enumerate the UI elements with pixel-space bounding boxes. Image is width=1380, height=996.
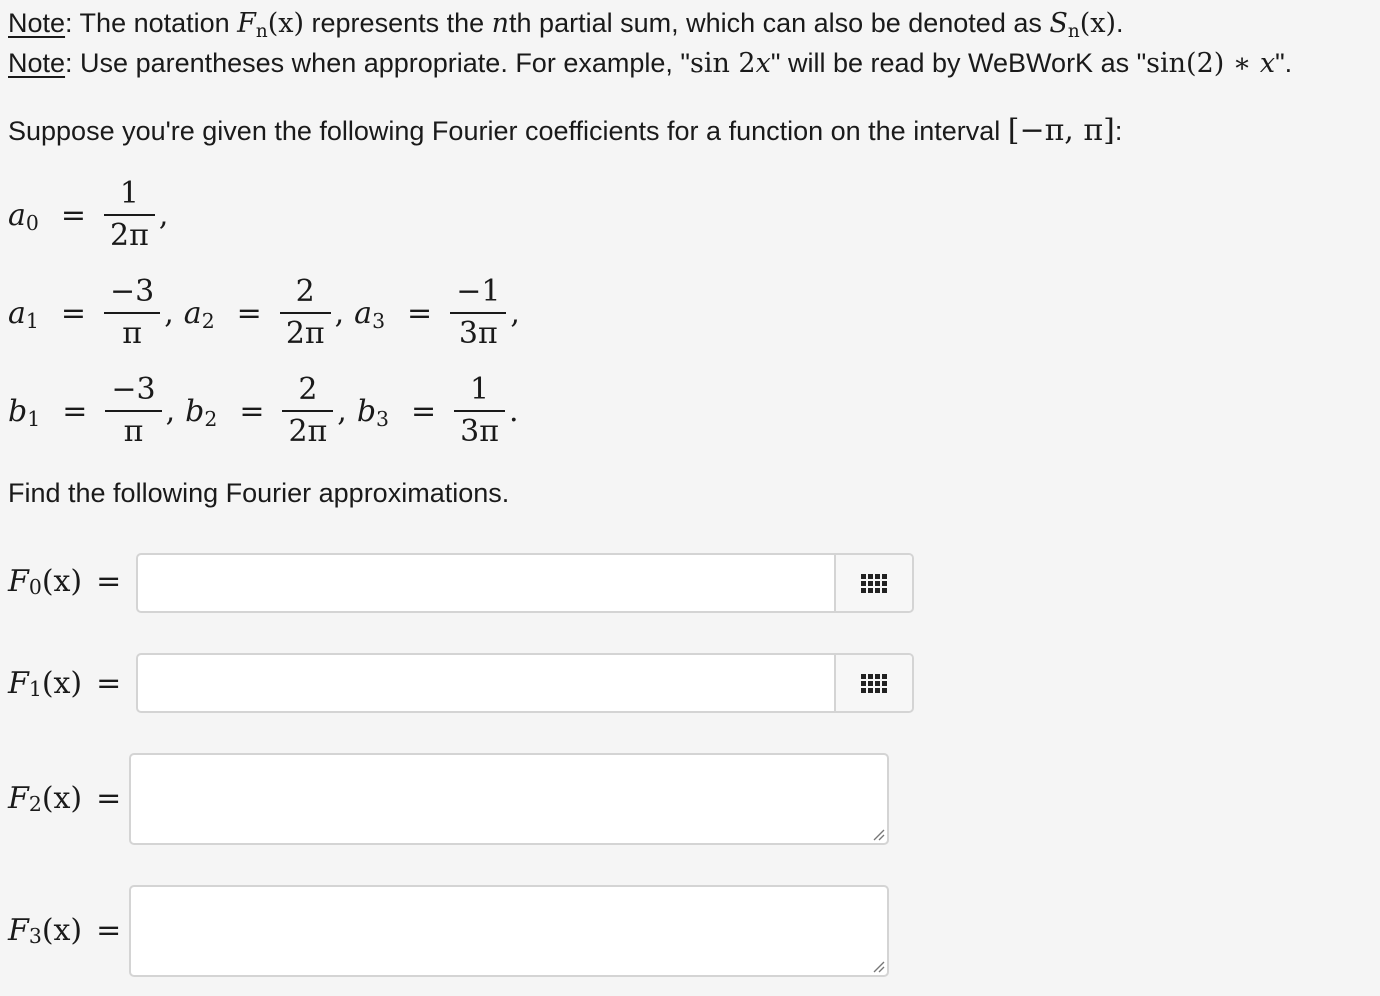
note-1-n-sub: n (255, 21, 268, 43)
coef-a0 (8, 174, 178, 256)
note-2-end: ". (1275, 48, 1293, 78)
resize-handle-icon[interactable] (871, 827, 885, 841)
coef-row-a (8, 272, 530, 354)
equals-sign: = (60, 295, 87, 331)
note-line-1 (8, 6, 1124, 44)
coef-a0-fraction: $\frac{1}{2\pi}$ (104, 174, 155, 256)
note-2-x: x (755, 48, 771, 79)
coef-b3-sym: b3 (356, 393, 390, 432)
note-2-sin-paren: sin(2) ∗ (1146, 48, 1260, 79)
answer-textarea-f2[interactable] (131, 755, 887, 843)
note-2-text-a: : Use parentheses when appropriate. For example, " (65, 48, 690, 78)
equals-sign: = (62, 393, 88, 429)
note-1-text-b: represents the (304, 8, 492, 38)
equals-sign: = (236, 295, 262, 331)
note-2-text-b: " will be read by WeBWorK as " (770, 48, 1147, 78)
equals-sign: = (60, 197, 87, 233)
answer-input-f0[interactable] (138, 555, 838, 611)
intro-colon: : (1114, 116, 1123, 146)
coef-a2-fraction: $\frac{2}{2\pi}$ (280, 272, 331, 354)
coef-row-b (8, 370, 529, 452)
equation-editor-button-f1[interactable] (834, 655, 912, 711)
answer-textarea-f3[interactable] (131, 887, 887, 975)
coef-a1-fraction: $\frac{-3}{\pi}$ (104, 272, 160, 354)
coef-a1-punct: , (164, 295, 174, 331)
coef-b1-fraction: $\frac{-3}{\pi}$ (105, 370, 161, 452)
intro-interval: [−π, π] (1007, 113, 1115, 148)
answer-label-f1: F 1 (x) = (8, 665, 122, 701)
coef-a3-fraction: $\frac{-1}{3\pi}$ (450, 272, 506, 354)
equation-editor-button-f0[interactable] (834, 555, 912, 611)
coef-b2-sym: b2 (185, 393, 218, 432)
equals-sign: = (411, 393, 437, 429)
note-label-1: Note (8, 8, 66, 38)
coef-a2-sym: a2 (183, 295, 215, 334)
answer-label-f0: F 0 (x) = (8, 563, 122, 599)
note-2-x-2: x (1259, 48, 1276, 79)
coef-a2-punct: , (334, 295, 345, 331)
answer-field-f2[interactable] (129, 753, 889, 845)
coef-b3-fraction: $\frac{1}{3\pi}$ (454, 370, 505, 452)
note-line-2 (8, 46, 1292, 81)
note-1-F: F (237, 8, 256, 39)
coef-b1-sym: b1 (8, 393, 41, 432)
coef-b3-punct: . (508, 393, 519, 429)
coef-a3-punct: , (510, 295, 520, 331)
note-2-sin2: sin 2 (689, 48, 756, 79)
grid-icon (861, 574, 887, 593)
coef-a0-sym: a0 (8, 197, 39, 236)
coef-b2-punct: , (337, 393, 347, 429)
resize-handle-icon[interactable] (871, 959, 885, 973)
coef-a3-sym: a3 (354, 295, 386, 334)
answer-field-f3[interactable] (129, 885, 889, 977)
answer-label-f2: F 2 (x) = (8, 780, 122, 816)
answer-field-f1[interactable] (136, 653, 914, 713)
intro-sentence: Suppose you're given the following Fourier coefficients for a function on the interval (8, 116, 1008, 146)
note-1-text-c: th partial sum, which can also be denoted as (509, 8, 1050, 38)
intro-text (8, 114, 1122, 148)
coef-b1-punct: , (165, 393, 176, 429)
note-1-arg: (x) (267, 8, 305, 39)
note-1-S: S (1049, 8, 1068, 39)
coef-b2-fraction: $\frac{2}{2\pi}$ (282, 370, 333, 452)
coef-a1-sym: a1 (8, 295, 39, 334)
answer-field-f0[interactable] (136, 553, 914, 613)
note-1-S-sub: n (1067, 21, 1080, 43)
answer-input-f1[interactable] (138, 655, 838, 711)
equals-sign: = (407, 295, 433, 331)
coef-a0-punct: , (158, 197, 169, 233)
note-1-text-a: : The notation (65, 8, 238, 38)
note-1-arg-2: (x) (1079, 8, 1116, 39)
prompt-text: Find the following Fourier approximations. (8, 478, 510, 508)
grid-icon (861, 674, 887, 693)
equals-sign: = (239, 393, 265, 429)
answer-label-f3: F 3 (x) = (8, 912, 122, 948)
note-1-n: n (491, 8, 510, 39)
note-label-2: Note (8, 48, 66, 78)
note-1-end: . (1115, 8, 1124, 38)
